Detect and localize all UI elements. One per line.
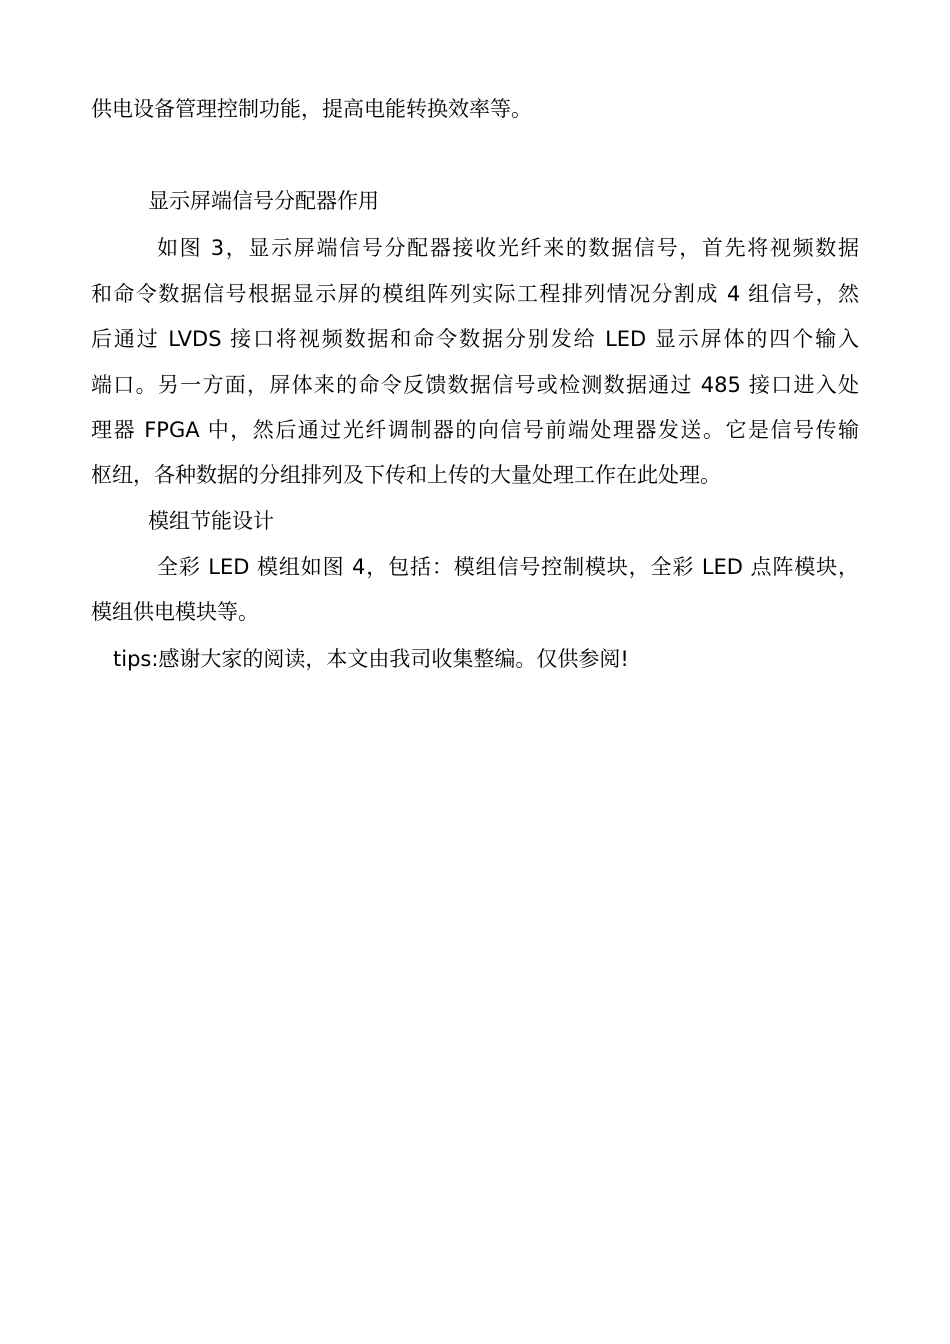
tips-note: tips:感谢大家的阅读，本文由我司收集整编。仅供参阅! [113, 647, 629, 671]
paragraph-line: 供电设备管理控制功能，提高电能转换效率等。 [91, 97, 532, 121]
paragraph-line: 如图 3，显示屏端信号分配器接收光纤来的数据信号，首先将视频数据 [157, 236, 859, 260]
paragraph-line: 端口。另一方面，屏体来的命令反馈数据信号或检测数据通过 485 接口进入处 [91, 373, 859, 397]
paragraph-line: 后通过 LVDS 接口将视频数据和命令数据分别发给 LED 显示屏体的四个输入 [91, 327, 859, 351]
paragraph-line: 枢纽，各种数据的分组排列及下传和上传的大量处理工作在此处理。 [91, 463, 721, 487]
paragraph-line: 和命令数据信号根据显示屏的模组阵列实际工程排列情况分割成 4 组信号，然 [91, 282, 859, 306]
section-heading: 显示屏端信号分配器作用 [148, 189, 379, 213]
paragraph-line: 理器 FPGA 中，然后通过光纤调制器的向信号前端处理器发送。它是信号传输 [91, 418, 859, 442]
paragraph-line: 模组供电模块等。 [91, 600, 259, 624]
paragraph-line: 全彩 LED 模组如图 4，包括：模组信号控制模块，全彩 LED 点阵模块， [157, 555, 859, 579]
section-heading: 模组节能设计 [148, 509, 274, 533]
